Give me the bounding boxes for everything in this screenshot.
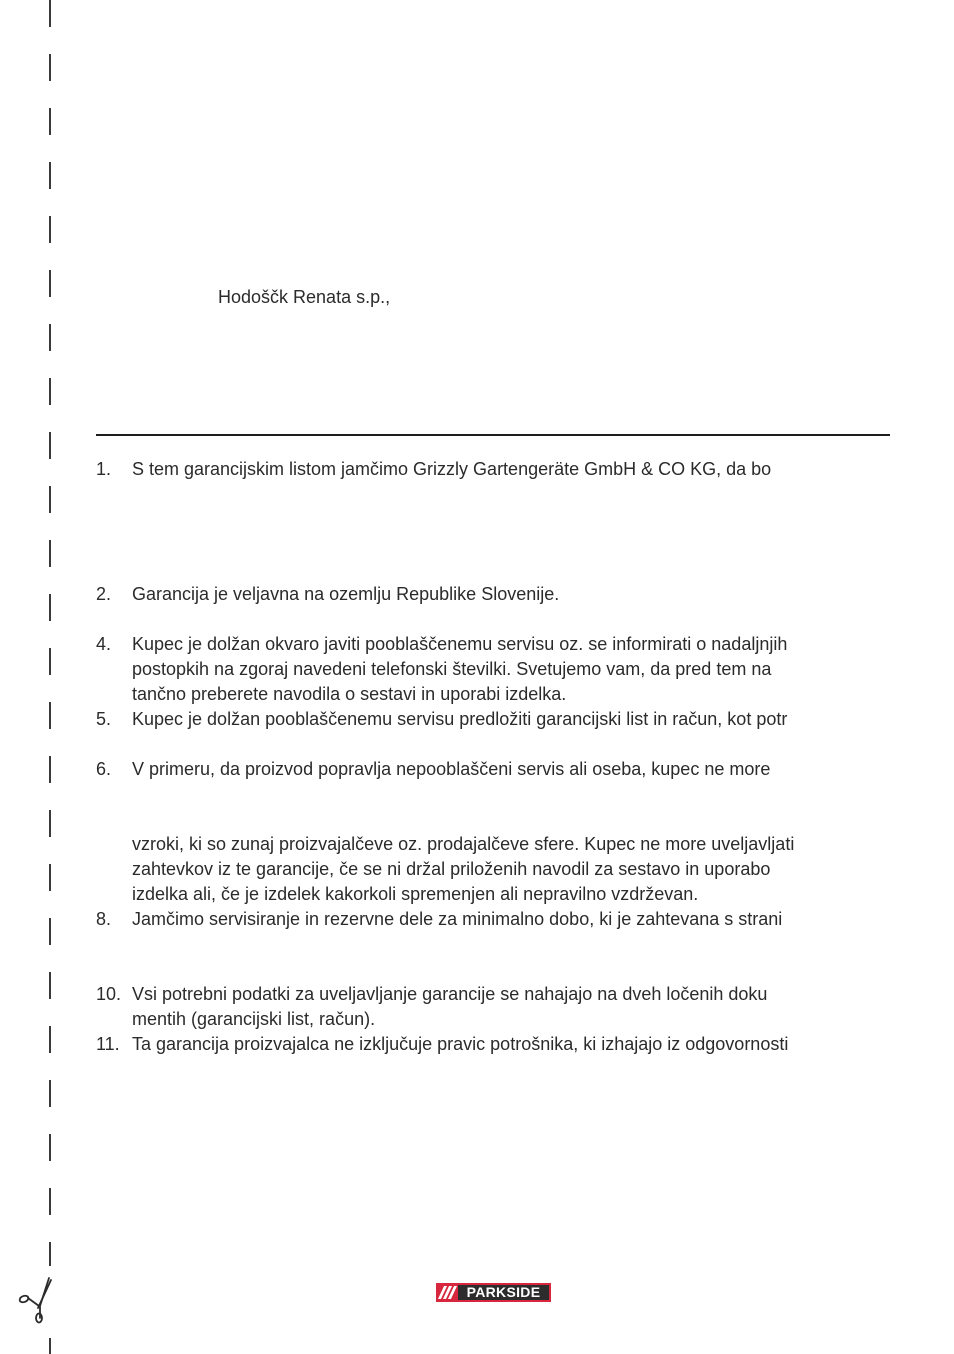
item-number: 6. (96, 759, 112, 779)
item-number: 11. (96, 1034, 120, 1054)
logo-stripes-icon (436, 1283, 458, 1302)
item-line: Garancija je veljavna na ozemlju Republike Slovenije. (132, 584, 560, 604)
item-number: 1. (96, 459, 112, 479)
item-line: V primeru, da proizvod popravlja nepooblaščeni servis ali oseba, kupec ne more (132, 759, 771, 779)
item-line: zahtevkov iz te garancije, če se ni držal priloženih navodil za sestavo in uporabo (132, 859, 771, 879)
item-text (132, 632, 787, 707)
item-text (132, 1032, 788, 1057)
cut-line-tail (49, 1338, 51, 1354)
item-line: izdelka ali, če je izdelek kakorkoli spremenjen ali nepravilno vzdrževan. (132, 884, 699, 904)
item-number: 8. (96, 909, 112, 929)
item-line: Ta garancija proizvajalca ne izključuje pravic potrošnika, ki izhajajo iz odgovornosti (132, 1034, 789, 1054)
item-text (132, 907, 782, 932)
item-number: 4. (96, 634, 112, 654)
parkside-logo (436, 1283, 551, 1302)
item-line: Vsi potrebni podatki za uveljavljanje garancije se nahajajo na dveh ločenih doku (132, 984, 768, 1004)
company-name: Hodoščk Renata s.p., (218, 287, 391, 307)
cut-line (49, 0, 51, 1354)
item-line: Kupec je dolžan okvaro javiti pooblaščenemu servisu oz. se informirati o nadaljnjih (132, 634, 788, 654)
item-number: 2. (96, 584, 112, 604)
item-number: 10. (96, 984, 122, 1004)
item-line: S tem garancijskim listom jamčimo Grizzly Gartengeräte GmbH & CO KG, da bo (132, 459, 772, 479)
item-line: Kupec je dolžan pooblaščenemu servisu predložiti garancijski list in račun, kot potr (132, 709, 788, 729)
scissors-icon (18, 1276, 58, 1324)
item-line: mentih (garancijski list, račun). (132, 1009, 376, 1029)
item-text (132, 982, 767, 1032)
logo-text: PARKSIDE (458, 1285, 549, 1300)
item-text (132, 832, 794, 907)
item-text (132, 582, 559, 607)
item-number: 5. (96, 709, 112, 729)
item-line: vzroki, ki so zunaj proizvajalčeve oz. prodajalčeve sfere. Kupec ne more uveljavljati (132, 834, 795, 854)
item-text (132, 707, 787, 732)
item-text (132, 757, 770, 782)
divider-line (96, 434, 890, 436)
item-text (132, 457, 771, 482)
item-line: postopkih na zgoraj navedeni telefonski številki. Svetujemo vam, da pred tem na (132, 659, 772, 679)
item-line: Jamčimo servisiranje in rezervne dele za minimalno dobo, ki je zahtevana s strani (132, 909, 783, 929)
item-line: tančno preberete navodila o sestavi in uporabi izdelka. (132, 684, 567, 704)
